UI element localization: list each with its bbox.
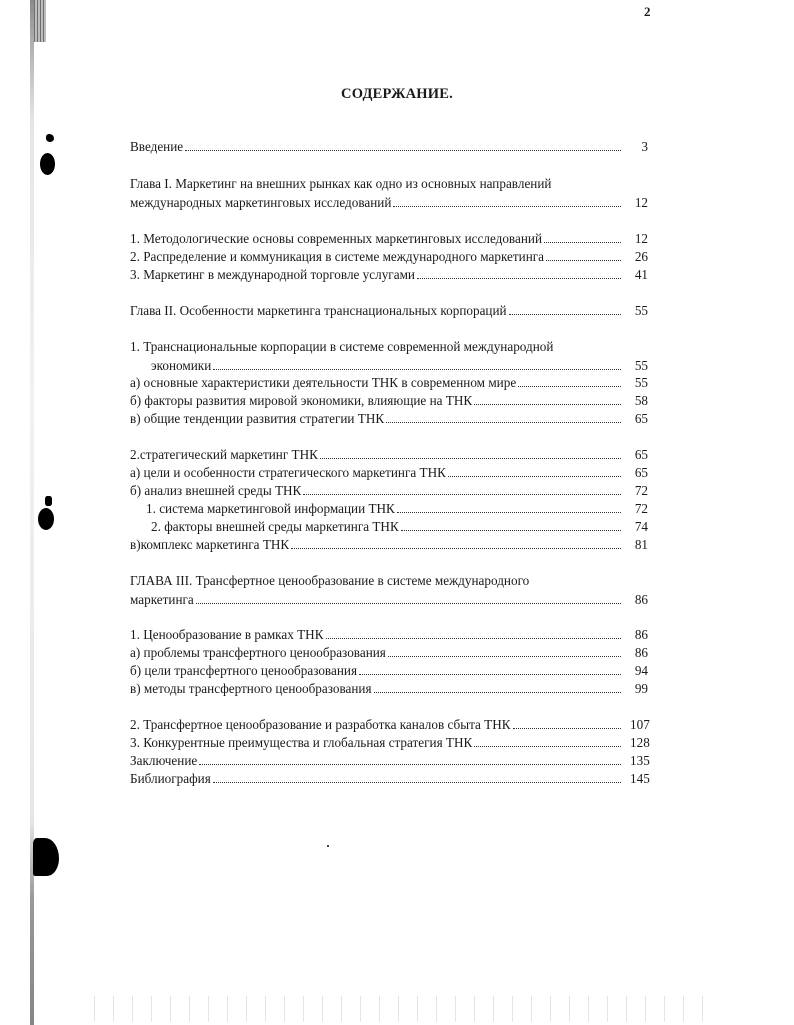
toc-entry-text: 2. факторы внешней среды маркетинга ТНК xyxy=(151,519,399,534)
dot-leader xyxy=(448,476,621,477)
toc-entry-2-2-b-1 xyxy=(130,500,648,517)
dot-leader xyxy=(388,656,621,657)
dot-leader xyxy=(397,512,621,513)
toc-entry-text: Заключение xyxy=(130,753,198,768)
toc-entry-3-3 xyxy=(130,734,648,751)
toc-entry-3-1 xyxy=(130,626,648,643)
toc-page-number: 128 xyxy=(630,735,650,750)
toc-page-number: 86 xyxy=(634,645,648,660)
toc-entry-text: 2.стратегический маркетинг ТНК xyxy=(130,447,318,462)
toc-entry-text-line1: Глава I. Маркетинг на внешних рынках как одно из основных направлений xyxy=(130,176,552,191)
dot-leader xyxy=(320,458,621,459)
toc-page-number: 55 xyxy=(634,303,648,318)
dot-leader xyxy=(393,206,621,207)
dot-leader xyxy=(417,278,621,279)
toc-entry-text: а) цели и особенности стратегического маркетинга ТНК xyxy=(130,465,446,480)
toc-entry-3-1-a xyxy=(130,644,648,661)
dot-leader xyxy=(359,674,621,675)
toc-entry-text: 1. Ценообразование в рамках ТНК xyxy=(130,627,324,642)
dot-leader xyxy=(213,369,621,370)
toc-entry-1-1 xyxy=(130,230,648,247)
toc-page-number: 72 xyxy=(634,501,648,516)
punch-hole-mark xyxy=(38,508,54,530)
punch-hole-mark xyxy=(45,496,52,506)
toc-entry-3-2 xyxy=(130,716,648,733)
toc-entry-2-2-c xyxy=(130,536,648,553)
toc-entry-2-2-a xyxy=(130,464,648,481)
toc-entry-1-2 xyxy=(130,248,648,265)
toc-entry-intro xyxy=(130,138,648,155)
toc-entry-text: 2. Трансфертное ценообразование и разработка каналов сбыта ТНК xyxy=(130,717,511,732)
toc-entry-text: 3. Конкурентные преимущества и глобальная стратегия ТНК xyxy=(130,735,473,750)
toc-entry-text: а) проблемы трансфертного ценообразования xyxy=(130,645,386,660)
toc-entry-chapter-1 xyxy=(130,175,648,211)
dot-leader xyxy=(474,404,621,405)
toc-entry-text: а) основные характеристики деятельности ТНК в современном мире xyxy=(130,375,517,390)
toc-page-number: 81 xyxy=(634,537,648,552)
toc-entry-text: б) анализ внешней среды ТНК xyxy=(130,483,302,498)
toc-entry-text: б) факторы развития мировой экономики, влияющие на ТНК xyxy=(130,393,473,408)
toc-entry-text: Введение xyxy=(130,139,184,154)
toc-entry-3-1-c xyxy=(130,680,648,697)
toc-page-number: 58 xyxy=(634,393,648,408)
toc-entry-2-1-c xyxy=(130,410,648,427)
toc-entry-2-1-b xyxy=(130,392,648,409)
toc-entry-text: 2. Распределение и коммуникация в системе международного маркетинга xyxy=(130,249,545,264)
toc-entry-text: б) цели трансфертного ценообразования xyxy=(130,663,358,678)
toc-entry-2-1 xyxy=(130,338,648,374)
dot-leader xyxy=(544,242,621,243)
toc-entry-chapter-2 xyxy=(130,302,648,319)
toc-entry-text: 1. Методологические основы современных маркетинговых исследований xyxy=(130,231,543,246)
toc-entry-text: в) методы трансфертного ценообразования xyxy=(130,681,372,696)
dot-leader xyxy=(326,638,621,639)
toc-page-number: 72 xyxy=(634,483,648,498)
dot-leader xyxy=(374,692,621,693)
dot-leader xyxy=(291,548,621,549)
scan-bottom-noise xyxy=(88,996,708,1022)
dot-leader xyxy=(199,764,621,765)
toc-page-number: 3 xyxy=(641,139,648,154)
toc-page-number: 26 xyxy=(634,249,648,264)
toc-page-number: 107 xyxy=(630,717,650,732)
scan-speck xyxy=(327,845,329,847)
toc-entry-text-line2: международных маркетинговых исследований xyxy=(130,195,392,210)
toc-entry-bibliography xyxy=(130,770,648,787)
toc-entry-text: Библиография xyxy=(130,771,211,786)
dot-leader xyxy=(401,530,621,531)
toc-page-number: 12 xyxy=(634,195,648,210)
toc-entry-text-line1: 1. Транснациональные корпорации в системе современной международной xyxy=(130,339,554,354)
toc-page-number: 55 xyxy=(634,358,648,373)
toc-entry-text-line2: маркетинга xyxy=(130,592,194,607)
toc-page-number: 86 xyxy=(634,592,648,607)
toc-page-number: 99 xyxy=(634,681,648,696)
dot-leader xyxy=(303,494,621,495)
toc-entry-text: в)комплекс маркетинга ТНК xyxy=(130,537,290,552)
toc-entry-2-2-b-2 xyxy=(130,518,648,535)
toc-entry-chapter-3 xyxy=(130,572,648,608)
dot-leader xyxy=(474,746,621,747)
toc-entry-conclusion xyxy=(130,752,648,769)
toc-entry-2-2-b xyxy=(130,482,648,499)
toc-page-number: 55 xyxy=(634,375,648,390)
dot-leader xyxy=(509,314,621,315)
toc-page-number: 145 xyxy=(630,771,650,786)
toc-entry-text-line2: экономики xyxy=(151,358,212,373)
toc-page-number: 41 xyxy=(634,267,648,282)
toc-page-number: 65 xyxy=(634,465,648,480)
dot-leader xyxy=(546,260,621,261)
toc-page-number: 135 xyxy=(630,753,650,768)
toc-entry-text: Глава II. Особенности маркетинга транснациональных корпораций xyxy=(130,303,507,318)
toc-page-number: 65 xyxy=(634,411,648,426)
toc-entry-1-3 xyxy=(130,266,648,283)
toc-entry-text-line1: ГЛАВА III. Трансфертное ценообразование в системе международного xyxy=(130,573,530,588)
toc-entry-text: в) общие тенденции развития стратегии ТНК xyxy=(130,411,385,426)
dot-leader xyxy=(185,150,621,151)
toc-entry-text: 3. Маркетинг в международной торговле услугами xyxy=(130,267,415,282)
punch-hole-mark xyxy=(33,838,59,876)
dot-leader xyxy=(513,728,621,729)
toc-entry-2-2 xyxy=(130,446,648,463)
toc-page-number: 65 xyxy=(634,447,648,462)
toc-page-number: 74 xyxy=(634,519,648,534)
dot-leader xyxy=(196,603,621,604)
toc-page-number: 86 xyxy=(634,627,648,642)
dot-leader xyxy=(386,422,621,423)
page-title: СОДЕРЖАНИЕ. xyxy=(341,86,453,102)
toc-page-number: 94 xyxy=(634,663,648,678)
toc-entry-text: 1. система маркетинговой информации ТНК xyxy=(146,501,395,516)
toc-entry-3-1-b xyxy=(130,662,648,679)
dot-leader xyxy=(518,386,621,387)
punch-hole-mark xyxy=(46,134,54,142)
toc-entry-2-1-a xyxy=(130,374,648,391)
punch-hole-mark xyxy=(40,153,55,175)
toc-page-number: 12 xyxy=(634,231,648,246)
dot-leader xyxy=(213,782,621,783)
scan-top-artifact xyxy=(34,0,46,42)
page-number: 2 xyxy=(644,4,651,19)
